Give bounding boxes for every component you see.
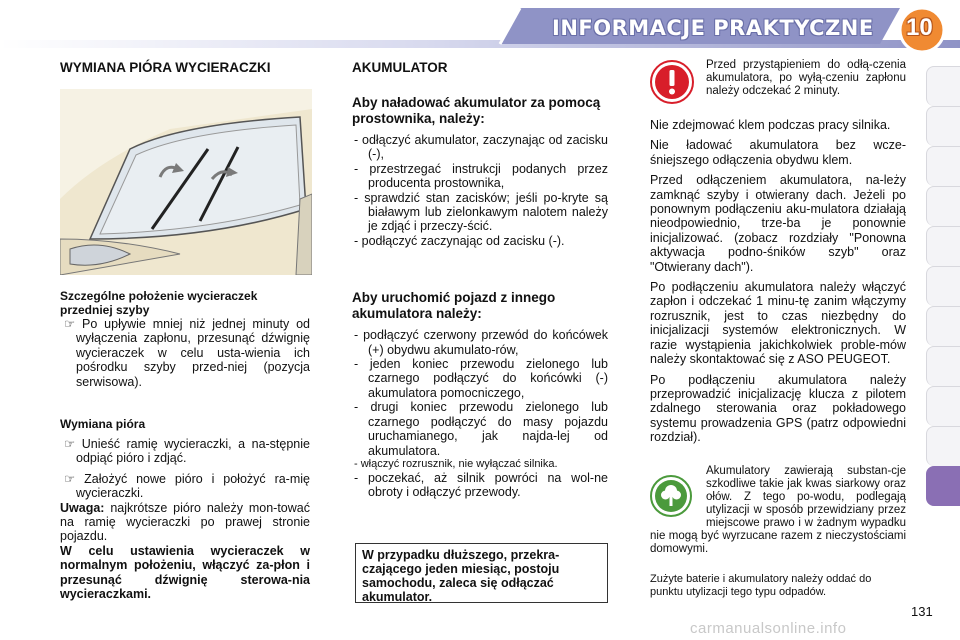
windshield-wiper-illustration xyxy=(60,89,312,275)
long-storage-note-box: W przypadku dłuższego, przekra-czającego jeden miesiąc, postoju samochodu, zaleca się odłączać akumulator. xyxy=(355,543,608,603)
warning-note xyxy=(650,60,906,118)
chapter-tab[interactable] xyxy=(926,186,960,226)
chapter-tab[interactable] xyxy=(926,306,960,346)
hand-pointer-icon: ☞ xyxy=(64,317,83,331)
blade-step-1: ☞ Unieść ramię wycieraczki, a na-stępnie odpiąć pióro i zdjąć. xyxy=(64,437,310,466)
chapter-tab[interactable] xyxy=(926,386,960,426)
chapter-tab[interactable] xyxy=(926,426,960,466)
jump-start-subheading: Aby uruchomić pojazd z innego akumulatora należy: xyxy=(352,290,556,322)
chapter-title: INFORMACJE PRAKTYCZNE xyxy=(552,16,874,40)
battery-note-2: Nie ładować akumulatora bez wcze-śniejszego odłączenia obydwu klem. xyxy=(650,138,906,167)
battery-note-1: Nie zdejmować klem podczas pracy silnika. xyxy=(650,118,891,132)
watermark: carmanualsonline.info xyxy=(690,620,847,637)
chapter-tab[interactable] xyxy=(926,266,960,306)
jump-start-step: - poczekać, aż silnik powróci na wol-ne obroty i odłączyć przewody. xyxy=(354,470,608,500)
exclamation-circle-icon xyxy=(650,60,694,104)
charging-step: - przestrzegać instrukcji podanych przez producenta prostownika, xyxy=(354,161,608,191)
warning-text: Przed przystąpieniem do odłą-czenia akumulatora, po wyłą-czeniu zapłonu należy odczekać 2 minuty. xyxy=(706,59,906,97)
charging-step: - sprawdzić stan zacisków; jeśli po-kryte są białawym lub zielonkawym nalotem należy je zdjąć i przeczy-ścić. xyxy=(354,190,608,234)
chapter-tab[interactable] xyxy=(926,146,960,186)
battery-notes-column xyxy=(650,60,906,445)
battery-note-4: Po podłączeniu akumulatora należy włączyć zapłon i odczekać 1 minu-tę zanim włączymy rozrusznik, jest to czas niezbędny do inicjalizacji systemów elektronicznych. W razie wystąpienia jakichkolwiek proble-mów należy skontaktować się z ASO PEUGEOT. xyxy=(650,280,906,367)
chapter-number-badge: 10 xyxy=(906,14,933,41)
wiper-column xyxy=(60,60,310,602)
battery-column xyxy=(352,60,608,500)
recycling-small-text: Zużyte baterie i akumulatory należy oddać do punktu utylizacji tego typu odpadów. xyxy=(650,573,872,598)
recycling-text-content: Akumulatory zawierają substan-cje szkodliwe takie jak kwas siarkowy oraz ołów. Z tego po-wodu, podlegają utylizacji w sposób przewidziany przez miejscowe prawo i w żadnym wypadku nie mogą być wyrzucane razem z nieczystościami domowymi. xyxy=(650,465,906,555)
jump-start-step: - jeden koniec przewodu zielonego lub czarnego podłączyć do końcówki (-) akumulatora pomocniczego, xyxy=(354,357,608,400)
icon-spacer xyxy=(650,465,706,525)
jump-start-step: - drugi koniec przewodu zielonego lub czarnego podłączyć do masy pojazdu uruchamianego, jak najda-lej od akumulatora. xyxy=(354,400,608,458)
wiper-heading: WYMIANA PIÓRA WYCIERACZKI xyxy=(60,60,271,75)
blade-step-2: ☞ Założyć nowe pióro i położyć ra-mię wycieraczki. xyxy=(64,471,310,501)
battery-heading: AKUMULATOR xyxy=(352,60,448,75)
battery-note-3: Przed odłączeniem akumulatora, na-leży zamknąć szyby i otwierany dach. Jeżeli po ponownym podłączeniu aku-mulatora działają nieodpowiednio, trze-ba je ponownie inicjalizować. (zobacz rozdziały "Ponowna aktywacja podno-śników szyb" oraz "Otwierany dach"). xyxy=(650,173,906,274)
charging-step: - podłączyć zaczynając od zacisku (-). xyxy=(354,233,565,248)
jump-start-step: - podłączyć czerwony przewód do końcówek (+) obydwu akumulato-rów, xyxy=(354,328,608,357)
chapter-tab[interactable] xyxy=(926,226,960,266)
page-number: 131 xyxy=(911,604,933,619)
note-paragraph: Uwaga: najkrótsze pióro należy mon-tować na ramię wycieraczki po prawej stronie pojazdu. xyxy=(60,500,310,544)
hand-pointer-icon: ☞ xyxy=(64,437,82,452)
battery-note-5: Po podłączeniu akumulatora należy przeprowadzić inicjalizację klucza z pilotem zdalnego sterowania oraz pokładowego systemu prowadzenia GPS (patrz odpowiedni rozdział). xyxy=(650,372,906,445)
chapter-tab[interactable] xyxy=(926,106,960,146)
blade-replacement-subheading: Wymiana pióra xyxy=(60,417,146,432)
recycling-text-body xyxy=(650,465,906,556)
chapter-tab[interactable] xyxy=(926,66,960,106)
hand-pointer-icon: ☞ xyxy=(64,471,85,486)
normal-position-note: W celu ustawienia wycieraczek w normalnym położeniu, włączyć za-płon i przesunąć dźwignię sterowa-nia wycieraczkami. xyxy=(60,543,310,602)
service-position-subheading: Szczególne położenie wycieraczek przedniej szyby xyxy=(60,289,258,317)
jump-start-step: - włączyć rozrusznik, nie wyłączać silnika. xyxy=(354,457,558,470)
charging-subheading: Aby naładować akumulator za pomocą prostownika, należy: xyxy=(352,95,601,126)
chapter-tab-active[interactable] xyxy=(926,466,960,506)
chapter-tab[interactable] xyxy=(926,346,960,386)
chapter-tabs xyxy=(926,66,960,506)
charging-step: - odłączyć akumulator, zaczynając od zacisku (-), xyxy=(354,133,608,162)
service-position-step: ☞ Po upływie mniej niż jednej minuty od wyłączenia zapłonu, przesunąć dźwignię wycieraczek w celu usta-wienia ich pośrodku szyby przed-niej (pozycja serwisowa). xyxy=(64,317,310,389)
